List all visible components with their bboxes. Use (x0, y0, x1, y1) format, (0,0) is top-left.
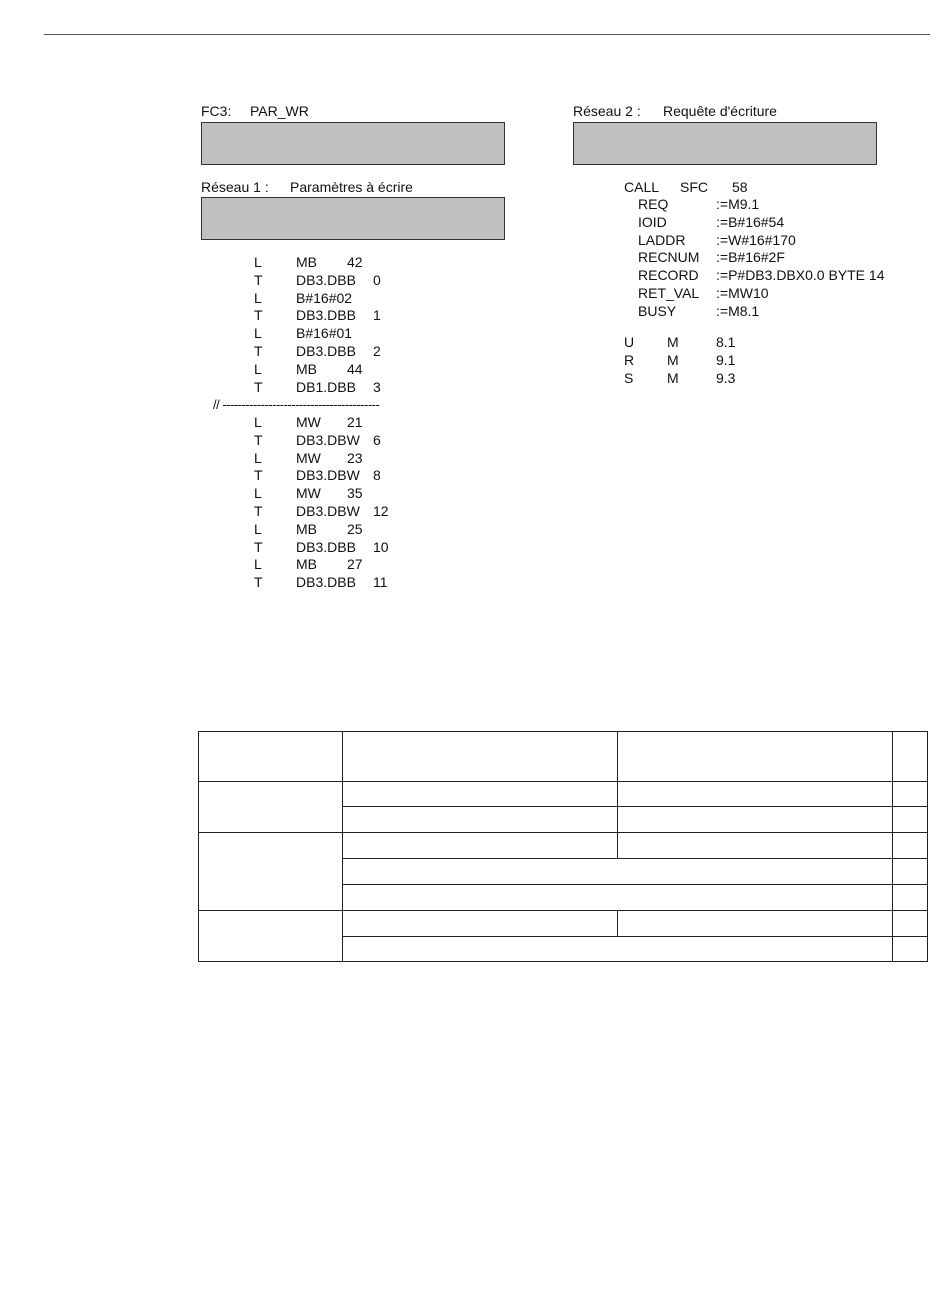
table-cell (343, 782, 618, 807)
instruction-operand: DB3.DBB (296, 342, 356, 359)
fc-name: PAR_WR (250, 103, 309, 119)
table-cell (893, 885, 928, 911)
table-cell (893, 782, 928, 807)
instruction-op: T (254, 467, 263, 484)
instruction-op: T (254, 342, 263, 359)
table-cell (893, 807, 928, 833)
instruction-operand: MB (296, 520, 317, 537)
table-row (199, 833, 928, 859)
code-line (0, 370, 930, 388)
code-line (0, 432, 520, 450)
table-cell (343, 859, 893, 885)
instruction-op: T (254, 538, 263, 555)
instruction-value: 11 (373, 574, 388, 591)
instruction-op: L (254, 289, 262, 306)
instruction-op: S (624, 369, 634, 386)
instruction-operand: M (667, 369, 679, 386)
instruction-op: T (254, 502, 263, 519)
code-line (0, 467, 520, 485)
instruction-op: L (254, 414, 262, 430)
call-parameter (0, 214, 930, 232)
instruction-operand: DB3.DBB (296, 307, 356, 324)
table-row (199, 782, 928, 807)
code-line (0, 352, 930, 370)
network2-logic-block (0, 334, 930, 387)
table-row (199, 732, 928, 782)
instruction-value: 8 (373, 467, 381, 484)
instruction-operand: DB3.DBB (296, 538, 356, 555)
instruction-operand: MB (296, 556, 317, 573)
instruction-operand: DB3.DBW (296, 502, 360, 519)
table-cell (618, 732, 893, 782)
network2-title: Requête d'écriture (663, 103, 777, 119)
table-cell (893, 937, 928, 962)
parameter-value: :=MW10 (716, 284, 769, 301)
parameter-name: BUSY (638, 302, 677, 319)
instruction-value: 1 (373, 307, 381, 324)
code-line (0, 539, 520, 557)
instruction-value: 9.1 (716, 351, 736, 368)
parameter-name: RECNUM (638, 249, 700, 266)
instruction-op: L (254, 556, 262, 573)
instruction-operand: M (667, 351, 679, 368)
parameter-name: REQ (638, 196, 669, 212)
instruction-value: 35 (347, 485, 363, 502)
instruction-op: L (254, 254, 262, 270)
table-cell (343, 885, 893, 911)
instruction-value: 9.3 (716, 369, 736, 386)
table-cell (618, 833, 893, 859)
instruction-operand: MB (296, 360, 317, 377)
empty-table (198, 731, 928, 962)
instruction-operand: MW (296, 449, 321, 466)
parameter-value: :=M8.1 (716, 302, 760, 319)
instruction-value: 2 (373, 342, 381, 359)
instruction-op: L (254, 449, 262, 466)
instruction-value: 8.1 (716, 334, 736, 350)
instruction-operand: B#16#02 (296, 289, 353, 306)
instruction-value: 21 (347, 414, 363, 430)
instruction-op: L (254, 520, 262, 537)
instruction-value: 10 (373, 538, 389, 555)
table-cell (199, 833, 343, 911)
code-line (0, 556, 520, 574)
table-cell (199, 911, 343, 962)
instruction-value: 0 (373, 271, 381, 288)
parameter-value: :=B#16#54 (716, 213, 785, 230)
call-keyword: CALL (624, 179, 660, 195)
instruction-op: T (254, 307, 263, 324)
instruction-value: 23 (347, 449, 363, 466)
instruction-value: 27 (347, 556, 363, 573)
parameter-value: :=W#16#170 (716, 231, 796, 248)
instruction-op: T (254, 431, 263, 448)
network2-label: Réseau 2 : (573, 103, 641, 119)
table-cell (618, 807, 893, 833)
instruction-value: 25 (347, 520, 363, 537)
parameter-name: IOID (638, 213, 667, 230)
table-cell (343, 732, 618, 782)
instruction-op: L (254, 360, 262, 377)
instruction-operand: DB3.DBB (296, 574, 356, 591)
parameter-name: RET_VAL (638, 284, 700, 301)
call-parameter (0, 249, 930, 267)
code-line (0, 414, 520, 432)
network2-comment-box (573, 122, 877, 165)
code-line (0, 503, 520, 521)
table-cell (343, 937, 893, 962)
code-line (0, 574, 520, 592)
instruction-op: T (254, 378, 263, 395)
instruction-op: T (254, 271, 263, 288)
instruction-operand: DB3.DBW (296, 467, 360, 484)
instruction-value: 12 (373, 502, 389, 519)
table-cell (893, 859, 928, 885)
instruction-value: 42 (347, 254, 363, 270)
instruction-operand: MW (296, 485, 321, 502)
parameter-name: LADDR (638, 231, 686, 248)
call-number: 58 (732, 179, 748, 195)
parameter-value: :=B#16#2F (716, 249, 785, 266)
fc-comment-box (201, 122, 505, 165)
instruction-operand: MW (296, 414, 321, 430)
code-separator: // ----------------------------------------- (213, 397, 380, 412)
call-parameter (0, 285, 930, 303)
network1-label: Réseau 1 : (201, 179, 269, 195)
table-cell (618, 911, 893, 937)
code-line (0, 521, 520, 539)
header-rule (44, 34, 930, 35)
instruction-op: T (254, 574, 263, 591)
code-line (0, 450, 520, 468)
table-cell (893, 833, 928, 859)
table-cell (893, 911, 928, 937)
network1-title: Paramètres à écrire (290, 179, 413, 195)
instruction-operand: MB (296, 254, 317, 270)
instruction-operand: DB1.DBB (296, 378, 356, 395)
call-parameter-list (0, 196, 930, 321)
fc-label: FC3: (201, 103, 232, 119)
parameter-name: RECORD (638, 267, 699, 284)
table-cell (893, 732, 928, 782)
table-cell (343, 833, 618, 859)
parameter-value: :=M9.1 (716, 196, 760, 212)
instruction-op: L (254, 325, 262, 342)
instruction-value: 6 (373, 431, 381, 448)
instruction-operand: DB3.DBW (296, 431, 360, 448)
table-cell (199, 782, 343, 833)
instruction-op: R (624, 351, 635, 368)
instruction-operand: B#16#01 (296, 325, 353, 342)
instruction-op: U (624, 334, 635, 350)
instruction-value: 44 (347, 360, 363, 377)
call-type: SFC (680, 179, 708, 195)
instruction-operand: DB3.DBB (296, 271, 356, 288)
call-parameter (0, 196, 930, 214)
network1-code-block-b (0, 414, 520, 592)
instruction-operand: M (667, 334, 679, 350)
code-line (0, 485, 520, 503)
call-parameter (0, 267, 930, 285)
table-cell (343, 911, 618, 937)
instruction-op: L (254, 485, 262, 502)
table-row (199, 911, 928, 937)
parameter-value: :=P#DB3.DBX0.0 BYTE 14 (716, 267, 885, 284)
table-cell (343, 807, 618, 833)
call-parameter (0, 232, 930, 250)
call-parameter (0, 303, 930, 321)
table-cell (199, 732, 343, 782)
code-line (0, 334, 930, 352)
instruction-value: 3 (373, 378, 381, 395)
table-cell (618, 782, 893, 807)
